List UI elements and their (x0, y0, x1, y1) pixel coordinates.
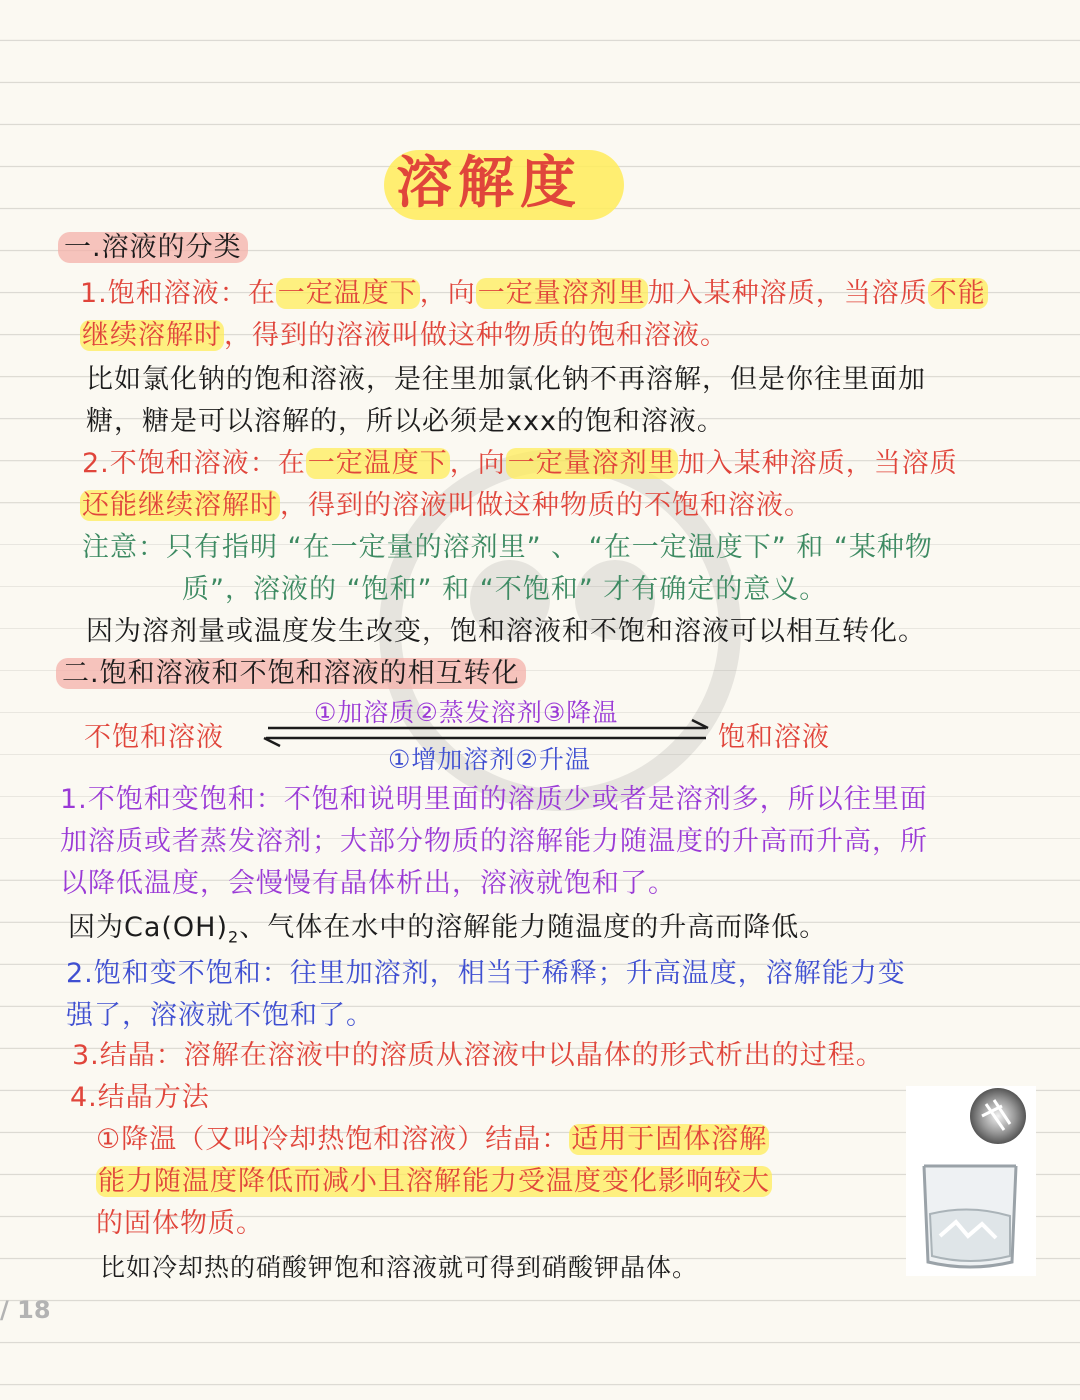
exception-line (68, 910, 827, 955)
unsaturated-label: 不饱和溶液 (84, 722, 224, 753)
exception-text: 、气体在水中的溶解能力随温度的升高而降低。 (239, 912, 828, 943)
item1-text: 加入某种溶质，当溶质 (647, 278, 928, 309)
p1-line1: 1.不饱和变饱和：不饱和说明里面的溶质少或者是溶剂多，所以往里面 (60, 784, 928, 815)
item1-highlight-cannot: 不能 (929, 278, 986, 309)
attention-line2: 质”，溶液的 “饱和” 和 “不饱和” 才有确定的意义。 (182, 574, 828, 605)
conversion-top-label: ①加溶质②蒸发溶剂③降温 (314, 698, 619, 727)
item2-line2 (80, 488, 812, 524)
method-highlight: 能力随温度降低而减小且溶解能力受温度变化影响较大 (98, 1166, 770, 1197)
item1-highlight-continue: 继续溶解时 (82, 320, 222, 351)
crystal-beaker-image (906, 1086, 1036, 1276)
p3-line: 3.结晶：溶解在溶液中的溶质从溶液中以晶体的形式析出的过程。 (72, 1040, 884, 1071)
conversion-bottom-label: ①增加溶剂②升温 (388, 745, 591, 774)
item2-label: 2.不饱和溶液：在 (82, 448, 306, 479)
reason-line: 因为溶剂量或温度发生改变，饱和溶液和不饱和溶液可以相互转化。 (86, 616, 926, 647)
item2-line1 (82, 446, 958, 482)
item2-text: ，向 (449, 448, 506, 479)
note1-line1: 比如氯化钠的饱和溶液，是往里加氯化钠不再溶解，但是你往里面加 (86, 364, 926, 395)
page-title: 溶解度 (396, 151, 582, 216)
item1-line2 (80, 318, 728, 354)
p4-heading: 4.结晶方法 (70, 1082, 210, 1113)
item1-label: 1.饱和溶液：在 (80, 278, 276, 309)
method-text: ①降温（又叫冷却热饱和溶液）结晶： (96, 1124, 570, 1155)
method-line1 (96, 1122, 769, 1158)
method-line2 (96, 1164, 772, 1200)
exception-text: 因为Ca(OH) (68, 912, 229, 943)
note1-line2: 糖，糖是可以溶解的，所以必须是xxx的饱和溶液。 (86, 406, 725, 437)
section2-heading (56, 656, 526, 692)
item2-text: 加入某种溶质，当溶质 (677, 448, 958, 479)
example-line: 比如冷却热的硝酸钾饱和溶液就可得到硝酸钾晶体。 (100, 1253, 699, 1282)
exception-subscript: 2 (228, 927, 240, 947)
p2-line2: 强了，溶液就不饱和了。 (66, 1000, 374, 1031)
method-line3: 的固体物质。 (96, 1208, 264, 1239)
saturated-label: 饱和溶液 (718, 722, 830, 753)
section1-heading-text: 一.溶液的分类 (58, 232, 248, 263)
item1-text: ，得到的溶液叫做这种物质的饱和溶液。 (224, 320, 728, 351)
item1-highlight-solvent: 一定量溶剂里 (477, 278, 646, 309)
item1-line1 (80, 276, 988, 312)
method-highlight: 适用于固体溶解 (571, 1124, 768, 1155)
item2-text: ，得到的溶液叫做这种物质的不饱和溶液。 (280, 490, 812, 521)
section2-heading-text: 二.饱和溶液和不饱和溶液的相互转化 (56, 658, 526, 689)
page-indicator: / 18 (0, 1296, 51, 1324)
item2-highlight-continue: 还能继续溶解时 (82, 490, 278, 521)
attention-line1: 注意：只有指明 “在一定量的溶剂里” 、 “在一定温度下” 和 “某种物 (82, 532, 933, 563)
section1-heading (58, 230, 248, 266)
p1-line3: 以降低温度，会慢慢有晶体析出，溶液就饱和了。 (60, 868, 676, 899)
item2-highlight-temp: 一定温度下 (307, 448, 448, 479)
item1-highlight-temp: 一定温度下 (277, 278, 418, 309)
item2-highlight-solvent: 一定量溶剂里 (507, 448, 676, 479)
beaker-icon (906, 1086, 1036, 1276)
item1-text: ，向 (419, 278, 476, 309)
p1-line2: 加溶质或者蒸发溶剂；大部分物质的溶解能力随温度的升高而升高，所 (60, 826, 928, 857)
p2-line1: 2.饱和变不饱和：往里加溶剂，相当于稀释；升高温度，溶解能力变 (66, 958, 906, 989)
